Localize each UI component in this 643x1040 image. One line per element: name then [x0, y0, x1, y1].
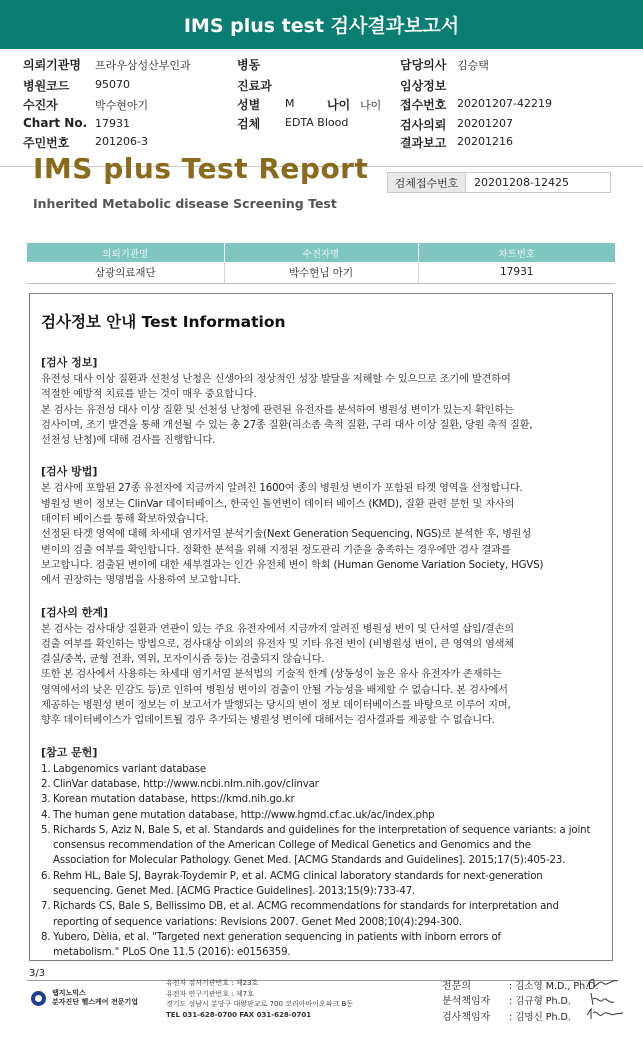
report-subtitle: Inherited Metabolic disease Screening Test: [33, 196, 337, 211]
company-name: 랩지노믹스: [52, 989, 86, 997]
text-line: 제공하는 병원성 변이 정보는 이 보고서가 발행되는 당시의 변이 정보 데이터베이스를 바탕으로 이루어 지며,: [41, 700, 511, 712]
signer-role: 분석책임자: [442, 996, 491, 1007]
info-label-patient: 수진자: [23, 98, 58, 112]
reference-item: [41, 762, 600, 777]
text-line: 선정된 타겟 영역에 대해 차세대 염기서열 분석기술(Next Generation Sequencing, NGS)로 분석한 후, 병원성: [41, 529, 532, 541]
info-label-chart-no: Chart No.: [23, 116, 88, 130]
reference-text: consensus recommendation of the American College of Medical Genetics and Genomics and the: [53, 840, 531, 852]
signer-name: : 김소영 M.D., Ph.D.: [509, 981, 599, 992]
reference-number: 7.: [41, 901, 51, 913]
company-logo-icon: [31, 991, 46, 1006]
text-line: 보고합니다. 검출된 변이에 대한 세부결과는 인간 유전체 변이 학회 (Human Genome Variation Society, HGVS): [41, 559, 544, 571]
info-value-patient: 박수현아기: [95, 99, 149, 112]
signature-3-icon: [585, 1005, 625, 1023]
reference-number: 4.: [41, 809, 51, 821]
patient-info-block: [0, 49, 643, 167]
reference-text: Labgenomics variant database: [53, 763, 206, 775]
reference-item: [41, 777, 600, 792]
info-label-request-date: 검사의뢰: [400, 118, 447, 132]
reference-item: [41, 792, 600, 807]
info-label-resident-no: 주민번호: [23, 136, 70, 150]
reference-number: 6.: [41, 870, 51, 882]
info-value-hospital-code: 95070: [95, 78, 130, 91]
reference-text: Rehm HL, Bale SJ, Bayrak-Toydemir P, et al. ACMG clinical laboratory standards for next-generation: [53, 870, 543, 882]
section-heading: [참고 문헌]: [41, 745, 98, 759]
org-address-line: 경기도 성남시 분당구 대왕판교로 700 코리아바이오파크 B동: [166, 1000, 354, 1008]
text-line: 데이터 베이스를 통해 확보하였습니다.: [41, 514, 209, 526]
info-label-ward: 병동: [237, 58, 261, 72]
info-value-chart-no: 17931: [95, 117, 130, 130]
text-line: 에서 권장하는 명명법을 사용하여 보고합니다.: [41, 575, 241, 587]
test-information-title: 검사정보 안내 Test Information: [41, 313, 286, 331]
summary-value-patient: 박수현님 아기: [224, 262, 418, 283]
signer-row: [442, 992, 571, 1007]
reference-text: Korean mutation database, https://kmd.nih.go.kr: [53, 794, 295, 806]
info-value-specimen: EDTA Blood: [285, 116, 349, 129]
reference-item: [41, 808, 600, 823]
info-value-resident-no: 201206-3: [95, 135, 148, 148]
info-label-hospital-code: 병원코드: [23, 79, 70, 93]
section-test-method: [41, 463, 600, 588]
reference-item: [41, 899, 600, 930]
text-line: 결실/중복, 균형 전좌, 역위, 모자이시즘 등)는 검출되지 않습니다.: [41, 654, 325, 666]
text-line: 본 검사는 검사대상 질환과 연관이 있는 주요 유전자에서 지금까지 알려진 병원성 변이 및 단서열 삽입/결손의: [41, 623, 514, 635]
company-tagline: 분자진단 헬스케어 전문기업: [52, 998, 139, 1006]
summary-value-row: [27, 262, 615, 283]
summary-header-institution: 의뢰기관명: [27, 243, 224, 262]
section-test-info: [41, 354, 600, 448]
organization-info: [166, 978, 353, 1020]
reference-number: 2.: [41, 778, 51, 790]
reference-text: Yubero, Dèlia, et al. "Targeted next generation sequencing in patients with inborn errors of: [53, 931, 501, 943]
info-value-age: 나이: [360, 99, 382, 112]
reference-item: [41, 869, 600, 900]
info-value-receipt-no: 20201207-42219: [457, 97, 552, 110]
company-logo: [31, 989, 138, 1007]
info-label-sex: 성별: [237, 98, 261, 112]
reference-number: 5.: [41, 824, 51, 836]
text-line: 적절한 예방적 치료를 받는 것이 매우 중요합니다.: [41, 389, 257, 401]
text-line: 병원성 변이 정보는 ClinVar 데이터베이스, 한국인 돌연변이 데이터 베이스 (KMD), 질환 관련 문헌 및 자사의: [41, 498, 515, 510]
info-label-report-date: 결과보고: [400, 136, 447, 150]
text-line: 또한 본 검사에서 사용하는 차세대 염기서열 분석법의 기술적 한계 (상동성이 높은 유사 유전자가 존재하는: [41, 669, 502, 681]
info-value-sex: M: [285, 97, 295, 110]
summary-table: [27, 243, 615, 284]
signer-name: : 김명신 Ph.D.: [509, 1012, 571, 1023]
summary-header-patient: 수진자명: [224, 243, 418, 262]
text-line: 영역에서의 낮은 민감도 등)로 인하여 병원성 변이의 검출이 안될 가능성을 배제할 수 없습니다. 본 검사에서: [41, 684, 508, 696]
org-research-line: 유전자 연구기관번호 : 제7호: [166, 989, 254, 998]
signer-row: [442, 977, 598, 992]
reference-number: 8.: [41, 931, 51, 943]
reference-number: 3.: [41, 794, 51, 806]
summary-value-institution: 삼광의료재단: [27, 262, 224, 283]
text-line: 변이의 검출 여부를 확인합니다. 정확한 분석을 위해 지정된 정도관리 기준을 충족하는 경우에만 검사 결과를: [41, 544, 511, 556]
reference-text: Richards CS, Bale S, Bellissimo DB, et al. ACMG recommendations for standards for interpretation and: [53, 901, 559, 913]
signer-name: : 김규형 Ph.D.: [509, 996, 571, 1007]
summary-header-row: [27, 243, 615, 262]
info-label-specimen: 검체: [237, 117, 261, 131]
info-value-request-date: 20201207: [457, 117, 513, 130]
section-heading: [검사 정보]: [41, 356, 98, 369]
accession-number-box: [387, 172, 611, 193]
section-references: [41, 744, 600, 961]
text-line: 본 검사에 포함된 27종 유전자에 지금까지 알려진 1600여 종의 병원성 변이가 포함된 타겟 영역을 선정합니다.: [41, 483, 523, 495]
report-title-text: IMS plus Test Report: [33, 157, 369, 185]
reference-text: ClinVar database, http://www.ncbi.nlm.nih.gov/clinvar: [53, 778, 319, 790]
text-line: 검출 여부를 확인하는 방법으로, 검사대상 이외의 유전자 및 기타 유전 변이 (비병원성 변이, 큰 영역의 염색체: [41, 638, 515, 650]
section-paragraph: [41, 372, 600, 448]
info-label-clinical: 임상정보: [400, 79, 447, 93]
reference-item: [41, 823, 600, 869]
info-label-department: 진료과: [237, 79, 272, 93]
info-label-age: 나이: [327, 98, 351, 112]
text-line: 선천성 난청)에 대해 검사를 진행합니다.: [41, 435, 216, 447]
reference-text: metabolism." PLoS One 11.5 (2016): e0156359.: [53, 947, 291, 959]
summary-header-chart: 차트번호: [418, 243, 615, 262]
report-title: [33, 157, 368, 193]
test-information-box: [29, 293, 613, 961]
section-paragraph: [41, 481, 600, 588]
accession-label: 검체접수번호: [388, 173, 466, 192]
info-label-receipt-no: 접수번호: [400, 98, 447, 112]
section-heading: [검사의 한계]: [41, 605, 109, 619]
info-label-doctor: 담당의사: [400, 58, 447, 72]
page-number: 3/3: [29, 968, 46, 979]
reference-text: reporting of sequence variations: Revisions 2007. Genet Med 2008;10(4):294-300.: [53, 916, 463, 928]
signer-row: [442, 1008, 571, 1023]
text-line: 향후 데이터베이스가 업데이트될 경우 추가되는 병원성 변이에 대해서는 검사결과를 제공할 수 없습니다.: [41, 715, 495, 727]
reference-number: 1.: [41, 763, 51, 775]
info-label-institution: 의뢰기관명: [23, 58, 81, 72]
org-license-line: 유전자 검사기관번호 : 제23호: [166, 979, 259, 987]
info-value-report-date: 20201216: [457, 135, 513, 148]
reference-text: Association for Molecular Pathology. Genet Med. [ACMG Standards and Guidelines]. 2015;17(5):405-23.: [53, 855, 566, 867]
text-line: 본 검사는 유전성 대사 이상 질환 및 선천성 난청에 관련된 유전자를 분석하여 병원성 변이가 있는지 확인하는: [41, 404, 514, 416]
org-contact-line: TEL 031-628-0700 FAX 031-628-0701: [166, 1010, 312, 1019]
reference-text: The human gene mutation database, http://www.hgmd.cf.ac.uk/ac/index.php: [53, 809, 435, 821]
reference-item: [41, 930, 600, 961]
report-header-title: IMS plus test 검사결과보고서: [183, 15, 460, 37]
info-value-institution: 프라우삼성산부인과: [95, 59, 191, 72]
report-header-bar: [0, 0, 643, 49]
summary-value-chart: 17931: [418, 262, 615, 283]
reference-list: [41, 762, 600, 961]
info-value-doctor: 김승택: [457, 59, 489, 72]
signer-role: 검사책임자: [442, 1012, 491, 1023]
section-limitations: [41, 604, 600, 729]
section-heading: [검사 방법]: [41, 465, 98, 479]
accession-value: 20201208-12425: [474, 176, 569, 189]
signer-role: 전문의: [442, 981, 471, 992]
reference-text: sequencing. Genet Med. [ACMG Practice Guidelines]. 2013;15(9):733-47.: [53, 886, 416, 898]
reference-text: Richards S, Aziz N, Bale S, et al. Standards and guidelines for the interpretation of sequence variants: a joint: [53, 824, 591, 836]
text-line: 검사이며, 조기 발견을 통해 개선될 수 있는 총 27종 질환(리소좀 축적 질환, 구리 대사 이상 질환, 당원 축적 질환,: [41, 419, 533, 431]
section-paragraph: [41, 622, 600, 729]
company-logo-text: [52, 989, 138, 1007]
text-line: 유전성 대사 이상 질환과 선천성 난청은 신생아의 정상적인 성장 발달을 저해할 수 있으므로 조기에 발견하여: [41, 374, 511, 385]
